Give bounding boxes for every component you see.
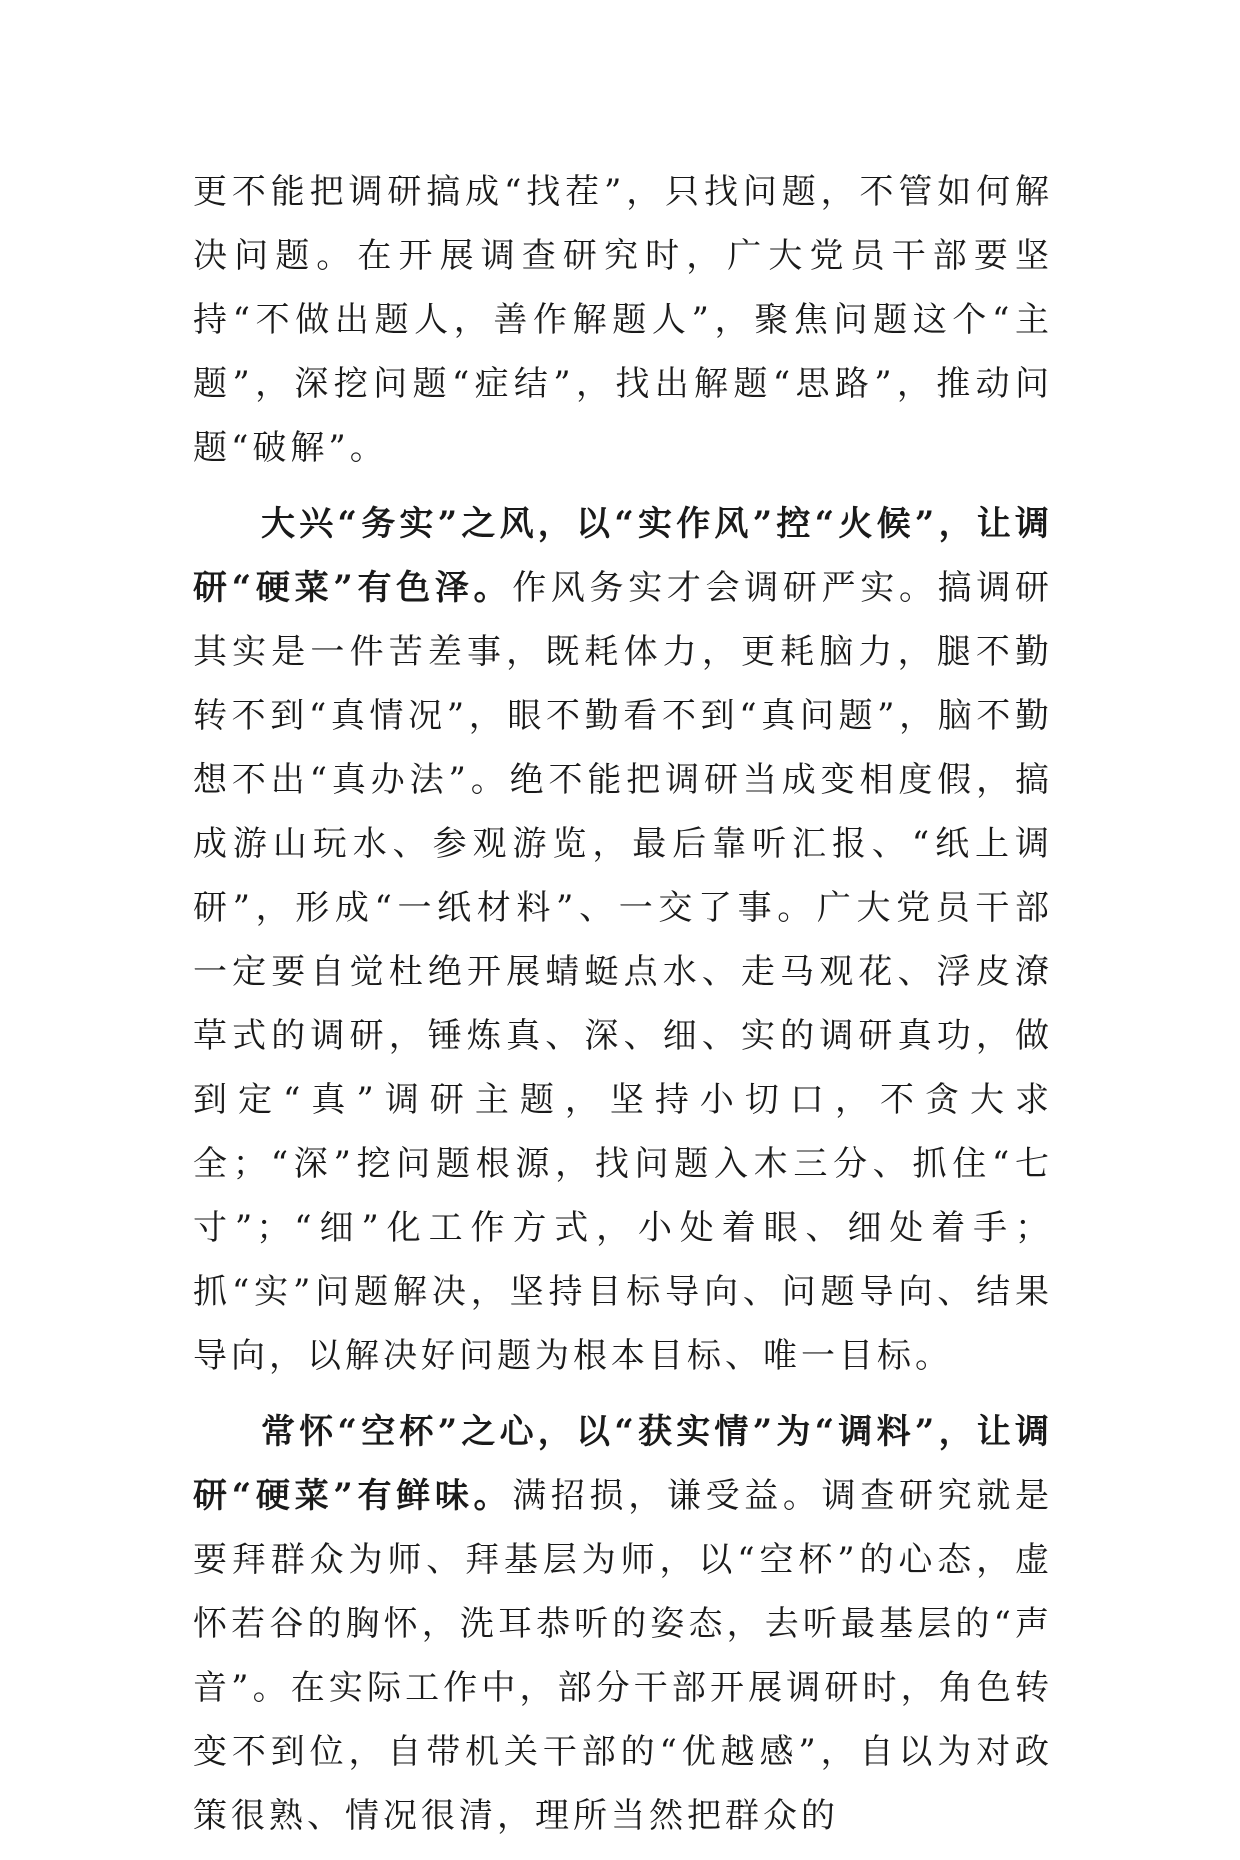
document-page [193, 160, 1053, 1860]
paragraph-3 [193, 1400, 1053, 1848]
paragraph-3-lead: 常怀“空杯”之心，以“获实情”为“调料”，让调研“硬菜”有鲜味。 [193, 1412, 1053, 1516]
paragraph-1 [193, 160, 1053, 480]
paragraph-1-text: 更不能把调研搞成“找茬”，只找问题，不管如何解决问题。在开展调查研究时，广大党员干部要坚持“不做出题人，善作解题人”，聚焦问题这个“主题”，深挖问题“症结”，找出解题“思路”，推动问题“破解”。 [193, 172, 1053, 468]
paragraph-3-text: 满招损，谦受益。调查研究就是要拜群众为师、拜基层为师，以“空杯”的心态，虚怀若谷的胸怀，洗耳恭听的姿态，去听最基层的“声音”。在实际工作中，部分干部开展调研时，角色转变不到位，自带机关干部的“优越感”，自以为对政策很熟、情况很清，理所当然把群众的 [193, 1476, 1053, 1836]
paragraph-2-lead: 大兴“务实”之风，以“实作风”控“火候”，让调研“硬菜”有色泽。 [193, 504, 1053, 608]
paragraph-2 [193, 492, 1053, 1388]
paragraph-2-text: 作风务实才会调研严实。搞调研其实是一件苦差事，既耗体力，更耗脑力，腿不勤转不到“真情况”，眼不勤看不到“真问题”，脑不勤想不出“真办法”。绝不能把调研当成变相度假，搞成游山玩水、参观游览，最后靠听汇报、“纸上调研”，形成“一纸材料”、一交了事。广大党员干部一定要自觉杜绝开展蜻蜓点水、走马观花、浮皮潦草式的调研，锤炼真、深、细、实的调研真功，做到定“真”调研主题，坚持小切口，不贪大求全；“深”挖问题根源，找问题入木三分、抓住“七寸”；“细”化工作方式，小处着眼、细处着手；抓“实”问题解决，坚持目标导向、问题导向、结果导向，以解决好问题为根本目标、唯一目标。 [193, 568, 1053, 1376]
